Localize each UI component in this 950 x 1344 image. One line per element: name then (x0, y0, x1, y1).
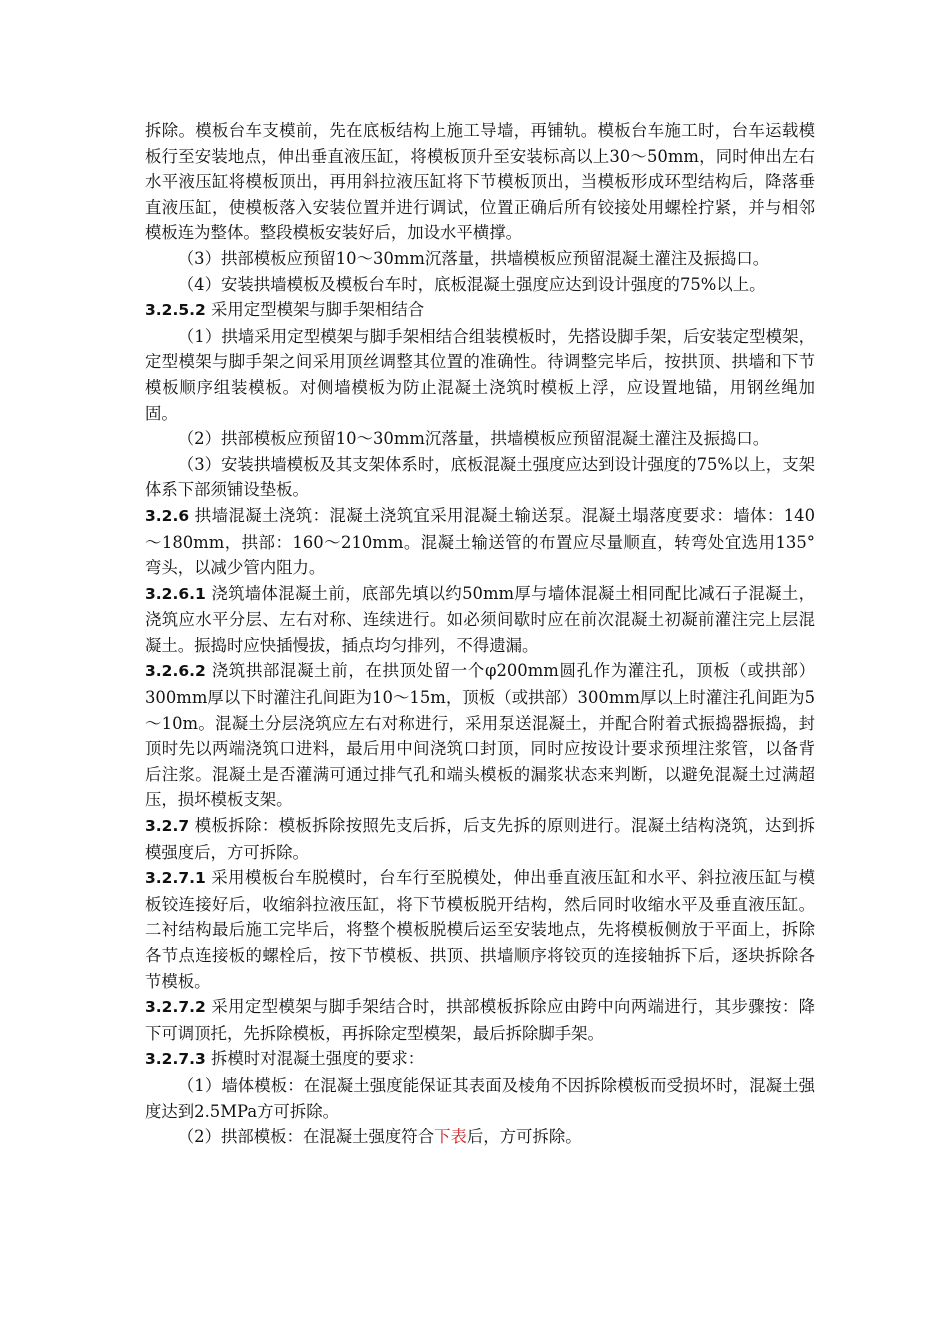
section-number: 3.2.7.2 (145, 998, 206, 1017)
paragraph-text: （2）拱部模板：在混凝土强度符合 (177, 1127, 435, 1147)
paragraph-arch-formwork (145, 1124, 815, 1150)
paragraph-wall-formwork: （1）墙体模板：在混凝土强度能保证其表面及棱角不因拆除模板而受损坏时，混凝土强度达到2.5MPa方可拆除。 (145, 1075, 815, 1121)
section-number: 3.2.7.1 (145, 869, 206, 888)
section-number: 3.2.6 (145, 506, 190, 525)
section-3-2-7 (145, 813, 815, 865)
section-text: 拱墙混凝土浇筑：混凝土浇筑宜采用混凝土输送泵。混凝土塌落度要求：墙体：140～180mm，拱部：160～210mm。混凝土输送管的布置应尽量顺直，转弯处宜选用135°弯头，以减少管内阻力。 (145, 505, 815, 578)
section-number: 3.2.5.2 (145, 301, 206, 320)
section-text: 采用定型模架与脚手架相结合 (205, 300, 425, 320)
section-3-2-6-2 (145, 658, 815, 813)
section-text: 采用定型模架与脚手架结合时，拱部模板拆除应由跨中向两端进行，其步骤按：降下可调顶托，先拆除模板，再拆除定型模架，最后拆除脚手架。 (145, 997, 815, 1043)
section-text: 模板拆除：模板拆除按照先支后拆，后支先拆的原则进行。混凝土结构浇筑，达到拆模强度后，方可拆除。 (145, 816, 815, 862)
section-text: 浇筑拱部混凝土前，在拱顶处留一个φ200mm圆孔作为灌注孔，顶板（或拱部）300mm厚以下时灌注孔间距为10～15m，顶板（或拱部）300mm厚以上时灌注孔间距为5～10m。混凝土分层浇筑应左右对称进行，采用泵送混凝土，并配合附着式振捣器振捣，封顶时先以两端浇筑口进料，最后用中间浇筑口封顶，同时应按设计要求预埋注浆管，以备背后注浆。混凝土是否灌满可通过排气孔和端头模板的漏浆状态来判断，以避免混凝土过满超压，损坏模板支架。 (145, 661, 815, 810)
section-3-2-5-2 (145, 297, 815, 324)
paragraph-text: 后，方可拆除。 (466, 1127, 582, 1147)
section-number: 3.2.6.2 (145, 662, 206, 681)
section-3-2-6-1 (145, 581, 815, 659)
paragraph-formwork-trolley: 拆除。模板台车支模前，先在底板结构上施工导墙，再铺轨。模板台车施工时，台车运载模板行至安装地点，伸出垂直液压缸，将模板顶升至安装标高以上30～50mm，同时伸出左右水平液压缸将模板顶出，再用斜拉液压缸将下节模板顶出，当模板形成环型结构后，降落垂直液压缸，使模板落入安装位置并进行调试，位置正确后所有铰接处用螺栓拧紧，并与相邻模板连为整体。整段模板安装好后，加设水平横撑。 (145, 121, 815, 243)
section-text: 拆模时对混凝土强度的要求： (205, 1049, 425, 1069)
section-text: 浇筑墙体混凝土前，底部先填以约50mm厚与墙体混凝土相同配比减石子混凝土，浇筑应水平分层、左右对称、连续进行。如必须间歇时应在前次混凝土初凝前灌注完上层混凝土。振捣时应快插慢拔，插点均匀排列，不得遗漏。 (145, 583, 815, 655)
document-page (145, 118, 815, 1150)
table-reference-link[interactable]: 下表 (434, 1127, 467, 1147)
section-text: 采用模板台车脱模时，台车行至脱模处，伸出垂直液压缸和水平、斜拉液压缸与模板铰连接好后，收缩斜拉液压缸，将下节模板脱开结构，然后同时收缩水平及垂直液压缸。二衬结构最后施工完毕后，将整个模板脱模后运至安装地点，先将模板侧放于平面上，拆除各节点连接板的螺栓后，按下节模板、拱顶、拱墙顺序将铰页的连接轴拆下后，逐块拆除各节模板。 (145, 868, 815, 991)
paragraph-item-4: （4）安装拱墙模板及模板台车时，底板混凝土强度应达到设计强度的75%以上。 (177, 274, 766, 294)
section-3-2-6 (145, 503, 815, 581)
section-3-2-7-3 (145, 1046, 815, 1073)
paragraph-item-1: （1）拱墙采用定型模架与脚手架相结合组装模板时，先搭设脚手架，后安装定型模架，定型模架与脚手架之间采用顶丝调整其位置的准确性。待调整完毕后，按拱顶、拱墙和下节模板顺序组装模板。对侧墙模板为防止混凝土浇筑时模板上浮，应设置地锚，用钢丝绳加固。 (145, 326, 815, 423)
section-number: 3.2.6.1 (145, 584, 206, 603)
paragraph-item-2: （2）拱部模板应预留10～30mm沉落量，拱墙模板应预留混凝土灌注及振捣口。 (177, 429, 770, 449)
section-3-2-7-1 (145, 865, 815, 994)
paragraph-item-3: （3）拱部模板应预留10～30mm沉落量，拱墙模板应预留混凝土灌注及振捣口。 (177, 248, 770, 268)
section-number: 3.2.7 (145, 817, 190, 836)
section-number: 3.2.7.3 (145, 1050, 206, 1069)
section-3-2-7-2 (145, 994, 815, 1046)
paragraph-item-3b: （3）安装拱墙模板及其支架体系时，底板混凝土强度应达到设计强度的75%以上，支架体系下部须铺设垫板。 (145, 454, 815, 500)
